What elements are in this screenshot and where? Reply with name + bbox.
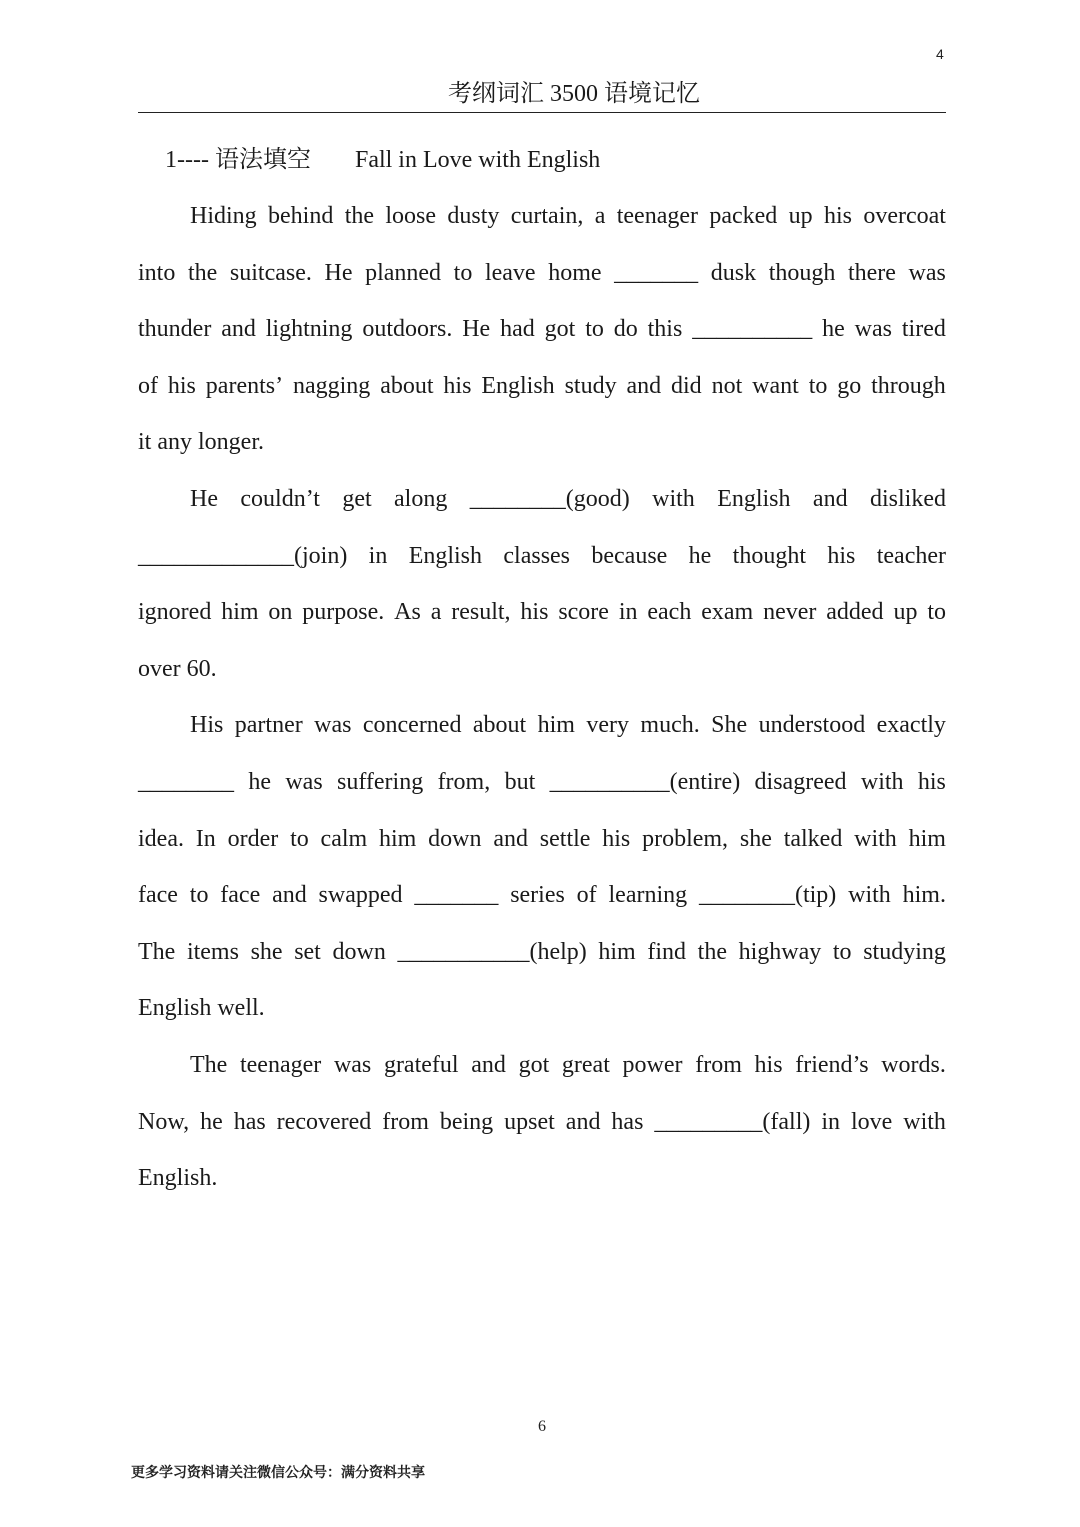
word: has: [233, 1108, 266, 1135]
word: in: [821, 1108, 840, 1135]
word: problem,: [642, 825, 729, 852]
blank-word: __________(entire): [549, 768, 741, 795]
word: love: [850, 1108, 893, 1135]
word: was: [908, 259, 946, 286]
word: idea.: [138, 825, 184, 852]
word: to: [453, 259, 473, 286]
section-number: 1---- 语法填空: [165, 147, 311, 173]
word: was: [333, 1051, 372, 1078]
blank-word: _______: [614, 259, 699, 286]
word: loose: [385, 203, 437, 229]
word: in: [618, 599, 638, 626]
word: English: [408, 542, 483, 569]
word: As: [394, 599, 421, 626]
word: and: [221, 316, 256, 343]
word: his: [917, 768, 946, 795]
word: He: [462, 316, 491, 343]
paragraph-3-line: [138, 811, 946, 868]
word: on: [268, 599, 293, 626]
word: down: [428, 825, 482, 852]
word: of: [138, 372, 158, 399]
word: classes: [503, 542, 571, 569]
paragraph-1-line: [138, 245, 946, 302]
word: he: [248, 768, 271, 795]
word: him: [221, 599, 259, 626]
word: the: [697, 938, 727, 965]
word: score: [558, 599, 609, 626]
footer-notice: 更多学习资料请关注微信公众号：满分资料共享: [131, 1465, 425, 1481]
word: home: [548, 259, 602, 286]
word: to: [808, 372, 828, 399]
paragraph-3-line: [138, 980, 946, 1037]
paragraph-4-line: [138, 1150, 946, 1207]
section-heading: [165, 143, 685, 177]
word: result,: [451, 599, 511, 626]
word: In: [195, 825, 216, 852]
word: Now,: [138, 1108, 190, 1135]
word: about: [472, 712, 527, 739]
word: up: [893, 599, 918, 626]
word: but: [504, 768, 536, 795]
blank-word: _______: [414, 882, 499, 909]
word: very: [586, 712, 630, 739]
word: and: [626, 372, 662, 399]
word: and: [493, 825, 528, 852]
word: disagreed: [754, 768, 847, 795]
word: him: [537, 712, 575, 739]
word: this: [647, 316, 683, 343]
word: was: [854, 316, 892, 343]
word: couldn’t: [240, 485, 320, 512]
word: curtain,: [510, 203, 584, 229]
word: with: [848, 882, 891, 909]
word: with: [860, 768, 904, 795]
word: thought: [732, 542, 807, 569]
word: did: [671, 372, 702, 399]
word: he: [822, 316, 845, 343]
word: him.: [902, 882, 946, 909]
word: grateful: [383, 1051, 459, 1078]
word: his: [827, 542, 856, 569]
word: up: [788, 203, 813, 229]
word: leave: [484, 259, 536, 286]
word: The: [138, 938, 176, 965]
word: dusk: [710, 259, 757, 286]
word: go: [837, 372, 862, 399]
word: got: [544, 316, 576, 343]
word: behind: [268, 203, 334, 229]
paragraph-3-line: [138, 697, 946, 754]
word: longer.: [198, 429, 264, 456]
word: into: [138, 259, 176, 286]
word: calm: [320, 825, 368, 852]
word: along: [394, 485, 448, 512]
word: to: [832, 938, 852, 965]
word: and: [812, 485, 848, 512]
word: a: [594, 203, 606, 229]
word: series: [510, 882, 565, 909]
header-title: 考纲词汇 3500 语境记忆: [448, 81, 700, 107]
paragraph-2-line: [138, 528, 946, 585]
paragraph-2-line: [138, 641, 946, 698]
word: had: [500, 316, 535, 343]
word: great: [561, 1051, 610, 1078]
word: from,: [437, 768, 491, 795]
word: dusty: [447, 203, 500, 229]
bottom-page-number: 6: [538, 1418, 546, 1435]
word: get: [342, 485, 372, 512]
word: with: [903, 1108, 946, 1135]
word: his: [167, 372, 196, 399]
blank-word: ________(tip): [698, 882, 837, 909]
word: planned: [365, 259, 442, 286]
word: about: [380, 372, 434, 399]
paragraph-1-line: [138, 188, 946, 245]
word: his: [520, 599, 549, 626]
word: power: [622, 1051, 683, 1078]
word: overcoat: [863, 203, 946, 229]
word: being: [439, 1108, 494, 1135]
passage-body: [138, 188, 946, 1207]
paragraph-4-line: [138, 1094, 946, 1151]
section-title: Fall in Love with English: [354, 147, 601, 173]
word: recovered: [276, 1108, 372, 1135]
word: He: [324, 259, 353, 286]
word: he: [688, 542, 712, 569]
word: friend’s: [795, 1051, 869, 1078]
word: added: [826, 599, 884, 626]
word: find: [647, 938, 687, 965]
word: thunder: [138, 316, 212, 343]
word: face: [138, 882, 178, 909]
word: His: [190, 712, 224, 739]
paragraph-4-line: [138, 1037, 946, 1094]
word: concerned: [362, 712, 462, 739]
blank-word: ___________(help): [397, 938, 587, 965]
word: exactly: [876, 712, 946, 739]
word: not: [711, 372, 743, 399]
top-page-number: 4: [936, 46, 944, 62]
word: and: [471, 1051, 506, 1078]
paragraph-1-line: [138, 301, 946, 358]
word: lightning: [265, 316, 353, 343]
word: has: [611, 1108, 644, 1135]
word: packed: [709, 203, 778, 229]
word: well.: [217, 995, 265, 1022]
paragraph-3-line: [138, 924, 946, 981]
word: teenager: [239, 1051, 322, 1078]
word: English.: [138, 1165, 218, 1192]
word: teacher: [876, 542, 946, 569]
paragraph-1-line: [138, 414, 946, 471]
word: The: [190, 1051, 228, 1078]
word: each: [647, 599, 692, 626]
word: through: [871, 372, 946, 399]
word: to: [189, 882, 209, 909]
word: his: [824, 203, 853, 229]
word: with: [854, 825, 897, 852]
word: talked: [783, 825, 843, 852]
word: set: [294, 938, 321, 965]
paragraph-3-line: [138, 867, 946, 924]
word: highway: [738, 938, 822, 965]
word: learning: [608, 882, 688, 909]
word: exam: [701, 599, 754, 626]
word: English: [138, 995, 212, 1022]
word: him: [598, 938, 636, 965]
word: much.: [640, 712, 700, 739]
word: purpose.: [302, 599, 385, 626]
word: ignored: [138, 599, 212, 626]
word: suffering: [337, 768, 424, 795]
word: teenager: [616, 203, 698, 229]
blank-word: _____________(join): [138, 542, 348, 569]
word: studying: [863, 938, 946, 965]
word: settle: [539, 825, 591, 852]
word: understood: [758, 712, 866, 739]
blank-word: ________(good): [469, 485, 630, 512]
word: to: [290, 825, 309, 852]
word: the: [187, 259, 218, 286]
word: He: [190, 485, 218, 512]
word: Hiding: [190, 203, 257, 229]
word: 60.: [186, 655, 217, 682]
word: him: [908, 825, 946, 852]
word: items: [186, 938, 239, 965]
word: upset: [504, 1108, 555, 1135]
word: it: [138, 429, 152, 456]
word: there: [847, 259, 896, 286]
word: tired: [901, 316, 946, 343]
word: study: [564, 372, 617, 399]
word: his: [754, 1051, 783, 1078]
word: outdoors.: [362, 316, 453, 343]
word: she: [739, 825, 772, 852]
word: English: [717, 485, 791, 512]
word: in: [368, 542, 388, 569]
paragraph-1-line: [138, 358, 946, 415]
word: any: [157, 429, 192, 456]
word: a: [430, 599, 442, 626]
blank-word: _________(fall): [654, 1108, 811, 1135]
word: over: [138, 655, 181, 682]
word: got: [518, 1051, 550, 1078]
word: him: [379, 825, 417, 852]
word: She: [711, 712, 748, 739]
word: never: [763, 599, 817, 626]
word: from: [382, 1108, 429, 1135]
word: was: [285, 768, 323, 795]
blank-word: __________: [692, 316, 813, 343]
word: the: [344, 203, 375, 229]
word: from: [695, 1051, 742, 1078]
word: his: [443, 372, 472, 399]
word: face: [220, 882, 261, 909]
word: parents’: [205, 372, 284, 399]
word: of: [576, 882, 597, 909]
word: disliked: [869, 485, 946, 512]
word: and: [565, 1108, 601, 1135]
word: to: [585, 316, 604, 343]
paragraph-2-line: [138, 584, 946, 641]
word: because: [591, 542, 668, 569]
page-header: [138, 78, 946, 113]
word: partner: [234, 712, 303, 739]
blank-word: ________: [138, 768, 234, 795]
word: and: [272, 882, 307, 909]
word: though: [768, 259, 836, 286]
word: nagging: [292, 372, 371, 399]
word: words.: [881, 1051, 946, 1078]
word: to: [927, 599, 946, 626]
word: do: [613, 316, 638, 343]
word: she: [250, 938, 283, 965]
word: with: [652, 485, 695, 512]
word: was: [314, 712, 352, 739]
paragraph-2-line: [138, 471, 946, 528]
paragraph-3-line: [138, 754, 946, 811]
word: English: [481, 372, 555, 399]
word: order: [227, 825, 279, 852]
word: want: [752, 372, 799, 399]
word: suitcase.: [229, 259, 312, 286]
word: his: [602, 825, 631, 852]
word: down: [332, 938, 386, 965]
word: he: [200, 1108, 223, 1135]
word: swapped: [318, 882, 403, 909]
